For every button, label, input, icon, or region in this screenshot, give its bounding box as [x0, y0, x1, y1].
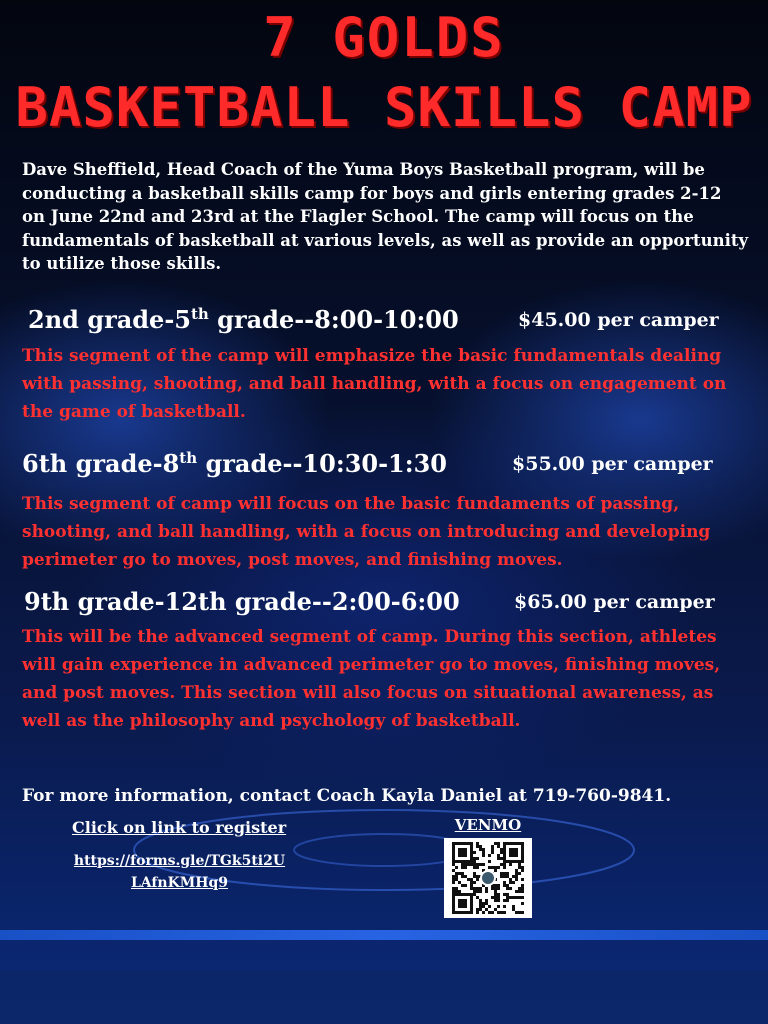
register-link-label[interactable]: Click on link to register	[72, 818, 287, 837]
register-url-link[interactable]	[72, 850, 287, 894]
segment-3-heading: 9th grade-12th grade--2:00-6:00	[24, 587, 460, 616]
segment-3-price: $65.00 per camper	[514, 591, 715, 613]
venmo-label: VENMO	[454, 816, 522, 834]
segment-1-description: This segment of the camp will emphasize the basic fundamentals dealing with passing, shooting, and ball handling, with a focus on engagement on the game of basketball.	[22, 346, 727, 422]
segment-2-price: $55.00 per camper	[512, 453, 713, 475]
segment-1-heading: 2nd grade-5th grade--8:00-10:00	[28, 305, 459, 334]
segment-2-description: This segment of camp will focus on the basic fundaments of passing, shooting, and ball handling, with a focus on introducing and developing perimeter go to moves, post moves, and finishing moves.	[22, 494, 711, 570]
segment-2-heading: 6th grade-8th grade--10:30-1:30	[22, 449, 448, 478]
camp-title-line2: BASKETBALL SKILLS CAMP	[15, 76, 753, 139]
register-url-line2[interactable]: LAfnKMHq9	[130, 875, 229, 891]
contact-info: For more information, contact Coach Kayla Daniel at 719-760-9841.	[22, 786, 672, 806]
register-url-line1[interactable]: https://forms.gle/TGk5ti2U	[73, 853, 286, 869]
floor-accent-band	[0, 930, 768, 940]
segment-1-price: $45.00 per camper	[518, 309, 719, 331]
court-floor-decoration	[0, 770, 768, 1024]
segment-3-description: This will be the advanced segment of camp. During this section, athletes will gain experience in advanced perimeter go to moves, finishing moves, and post moves. This section will also focus on situational awareness, as well as the philosophy and psychology of basketball.	[22, 627, 721, 731]
camp-title-line1: 7 GOLDS	[263, 6, 505, 69]
intro-paragraph: Dave Sheffield, Head Coach of the Yuma Boys Basketball program, will be conducting a basketball skills camp for boys and girls entering grades 2-12 on June 22nd and 23rd at the Flagler School. The camp will focus on the fundamentals of basketball at various levels, as well as provide an opportunity to utilize those skills.	[22, 160, 749, 273]
qr-code-icon[interactable]	[444, 838, 532, 918]
